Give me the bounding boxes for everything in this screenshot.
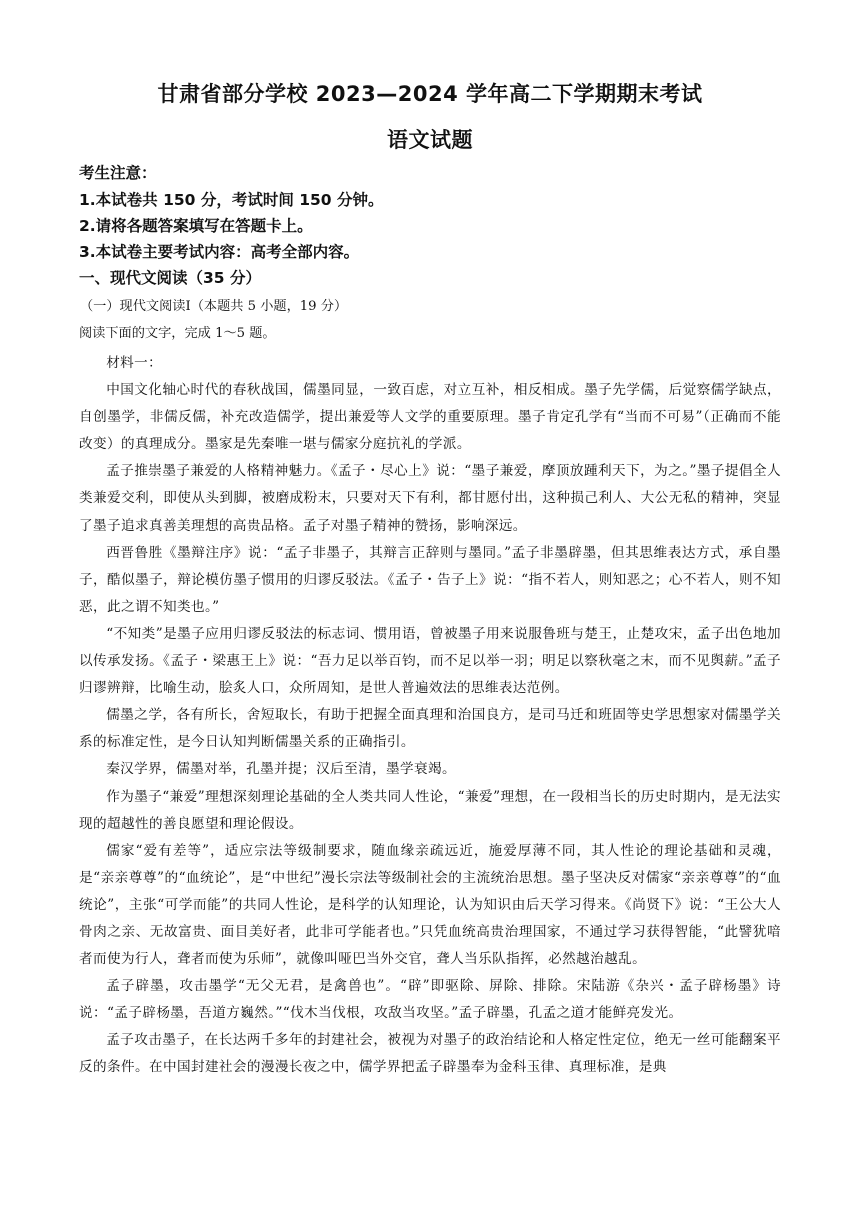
notes-heading: 考生注意： bbox=[79, 164, 157, 182]
passage-paragraph: 孟子推崇墨子兼爱的人格精神魅力。《孟子・尽心上》说：“墨子兼爱，摩顶放踵利天下，为之。”墨子提倡全人类兼爱交利，即使从头到脚，被磨成粉末，只要对天下有利，都甘愿付出，这种损己利人、大公无私的精神，突显了墨子追求真善美理想的高贵品格。孟子对墨子精神的赞扬，影响深远。 bbox=[79, 463, 781, 534]
reading-instruction: 阅读下面的文字，完成 1～5 题。 bbox=[79, 326, 276, 341]
passage-body bbox=[79, 350, 781, 1082]
section-heading: 一、现代文阅读（35 分） bbox=[79, 269, 261, 287]
note-item-3: 3.本试卷主要考试内容：高考全部内容。 bbox=[79, 243, 360, 261]
passage-paragraph: 作为墨子“兼爱”理想深刻理论基础的全人类共同人性论，“兼爱”理想，在一段相当长的历史时期内，是无法实现的超越性的善良愿望和理论假设。 bbox=[79, 788, 781, 832]
passage-paragraph: 儒家“爱有差等”，适应宗法等级制要求，随血缘亲疏远近，施爱厚薄不同，其人性论的理论基础和灵魂，是“亲亲尊尊”的“血统论”，是“中世纪”漫长宗法等级制社会的主流统治思想。墨子坚决反对儒家“亲亲尊尊”的“血统论”，主张“可学而能”的共同人性论，是科学的认知理论，认为知识由后天学习得来。《尚贤下》说：“王公大人骨肉之亲、无故富贵、面目美好者，此非可学能者也。”只凭血统高贵治理国家，不通过学习获得智能，“此譬犹喑者而使为行人，聋者而使为乐师”，就像叫哑巴当外交官，聋人当乐队指挥，必然越治越乱。 bbox=[79, 842, 781, 968]
material-label: 材料一： bbox=[106, 355, 163, 371]
passage-paragraph: “不知类”是墨子应用归谬反驳法的标志词、惯用语，曾被墨子用来说服鲁班与楚王，止楚攻宋，孟子出色地加以传承发扬。《孟子・梁惠王上》说：“吾力足以举百钧，而不足以举一羽；明足以察秋毫之末，而不见舆薪。”孟子归谬辨辩，比喻生动，脍炙人口，众所周知，是世人普遍效法的思维表达范例。 bbox=[79, 625, 781, 697]
exam-title: 甘肃省部分学校 2023—2024 学年高二下学期期末考试 bbox=[157, 82, 703, 106]
passage-paragraph: 西晋鲁胜《墨辩注序》说：“孟子非墨子，其辩言正辞则与墨同。”孟子非墨辟墨，但其思维表达方式，承自墨子，酷似墨子，辩论模仿墨子惯用的归谬反驳法。《孟子・告子上》说：“指不若人，则知恶之；心不若人，则不知恶，此之谓不知类也。” bbox=[79, 544, 781, 615]
passage-paragraph: 中国文化轴心时代的春秋战国，儒墨同显，一致百虑，对立互补，相反相成。墨子先学儒，后觉察儒学缺点，自创墨学，非儒反儒，补充改造儒学，提出兼爱等人文学的重要原理。墨子肯定孔学有“当而不可易”（正确而不能改变）的真理成分。墨家是先秦唯一堪与儒家分庭抗礼的学派。 bbox=[79, 382, 781, 453]
note-item-1: 1.本试卷共 150 分，考试时间 150 分钟。 bbox=[79, 191, 384, 209]
passage-paragraph: 孟子攻击墨子，在长达两千多年的封建社会，被视为对墨子的政治结论和人格定性定位，绝无一丝可能翻案平反的条件。在中国封建社会的漫漫长夜之中，儒学界把孟子辟墨奉为金科玉律、真理标准，是典 bbox=[79, 1032, 781, 1076]
exam-subtitle: 语文试题 bbox=[387, 128, 473, 152]
passage-paragraph: 秦汉学界，儒墨对举，孔墨并提；汉后至清，墨学衰竭。 bbox=[106, 761, 457, 778]
note-item-2: 2.请将各题答案填写在答题卡上。 bbox=[79, 217, 313, 235]
passage-paragraph: 儒墨之学，各有所长，舍短取长，有助于把握全面真理和治国良方，是司马迁和班固等史学思想家对儒墨学关系的标准定性，是今日认知判断儒墨关系的正确指引。 bbox=[79, 707, 781, 751]
subsection-heading: （一）现代文阅读Ⅰ（本题共 5 小题，19 分） bbox=[80, 299, 348, 314]
passage-paragraph: 孟子辟墨，攻击墨学“无父无君，是禽兽也”。“辟”即驱除、屏除、排除。宋陆游《杂兴・孟子辟杨墨》诗说：“孟子辟杨墨，吾道方巍然。”“伐木当伐根，攻敌当攻坚。”孟子辟墨，孔孟之道才能鲜亮发光。 bbox=[79, 978, 781, 1022]
